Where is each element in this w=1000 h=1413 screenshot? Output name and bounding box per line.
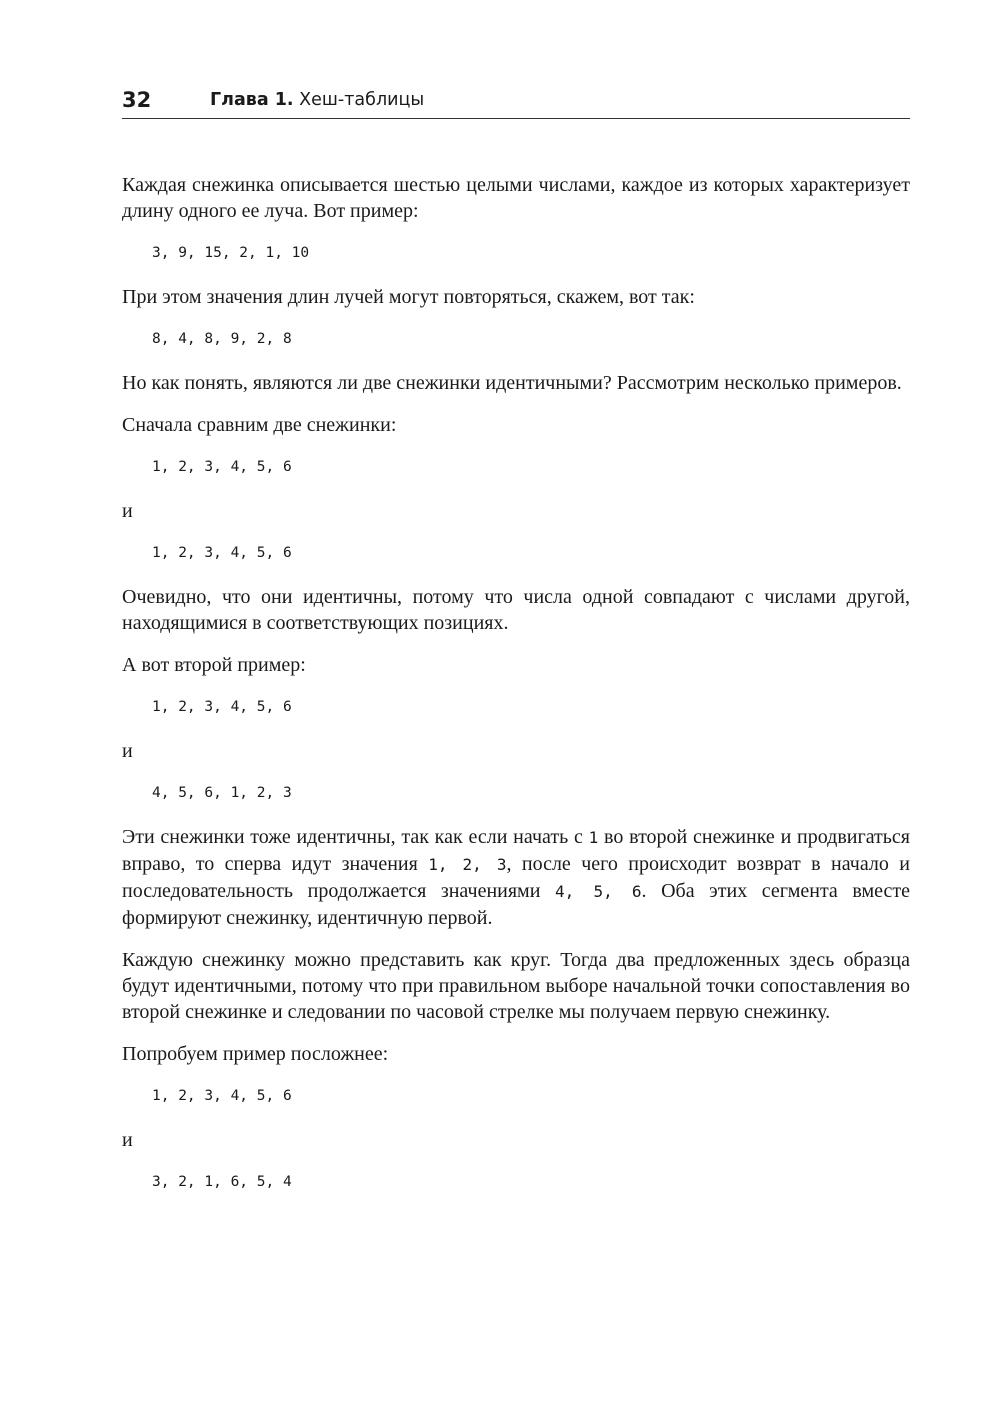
code-example-8: 3, 2, 1, 6, 5, 4 [152, 1174, 292, 1190]
chapter-heading [210, 90, 424, 110]
conjunction-and-3: и [122, 1129, 133, 1151]
paragraph-1: Каждая снежинка описывается шестью целыми числами, каждое из которых характеризует длину одного ее луча. Вот пример: [122, 174, 910, 222]
paragraph-7 [122, 824, 910, 931]
paragraph-8: Каждую снежинку можно представить как круг. Тогда два предложенных здесь образца будут идентичными, потому что при правильном выборе начальной точки сопоставления во второй снежинке и следовании по часовой стрелке мы получаем первую снежинку. [122, 949, 910, 1023]
paragraph-5: Очевидно, что они идентичны, потому что числа одной совпадают с числами другой, находящимися в соответствующих позициях. [122, 586, 910, 634]
conjunction-and-1: и [122, 500, 133, 522]
code-example-4: 1, 2, 3, 4, 5, 6 [152, 545, 292, 561]
page-number: 32 [122, 88, 152, 112]
code-example-7: 1, 2, 3, 4, 5, 6 [152, 1088, 292, 1104]
code-example-3: 1, 2, 3, 4, 5, 6 [152, 459, 292, 475]
code-example-5: 1, 2, 3, 4, 5, 6 [152, 699, 292, 715]
p7-text-3: , после чего происходит возврат в начало и последовательность продолжается значениями [122, 853, 910, 902]
paragraph-3: Но как понять, являются ли две снежинки идентичными? Рассмотрим несколько примеров. [122, 372, 902, 394]
code-example-6: 4, 5, 6, 1, 2, 3 [152, 785, 292, 801]
code-example-1: 3, 9, 15, 2, 1, 10 [152, 245, 310, 261]
paragraph-2: При этом значения длин лучей могут повторяться, скажем, вот так: [122, 286, 695, 308]
p7-text-2: во второй снежинке и продвигаться вправо, то сперва идут значения [122, 826, 910, 875]
chapter-title: Хеш-таблицы [299, 90, 425, 110]
conjunction-and-2: и [122, 740, 133, 762]
paragraph-9: Попробуем пример посложнее: [122, 1043, 389, 1065]
page-body [122, 172, 910, 1213]
paragraph-4: Сначала сравним две снежинки: [122, 414, 397, 436]
inline-code-2: 1, 2, 3 [428, 855, 507, 874]
inline-code-3: 4, 5, 6 [554, 882, 642, 901]
chapter-label: Глава 1. [210, 90, 294, 110]
paragraph-6: А вот второй пример: [122, 654, 306, 676]
inline-code-1: 1 [588, 828, 599, 847]
running-header [122, 86, 910, 119]
p7-text-4: . Оба этих сегмента вместе формируют снежинку, идентичную первой. [122, 880, 910, 929]
code-example-2: 8, 4, 8, 9, 2, 8 [152, 331, 292, 347]
p7-text-1: Эти снежинки тоже идентичны, так как если начать с [122, 826, 589, 848]
